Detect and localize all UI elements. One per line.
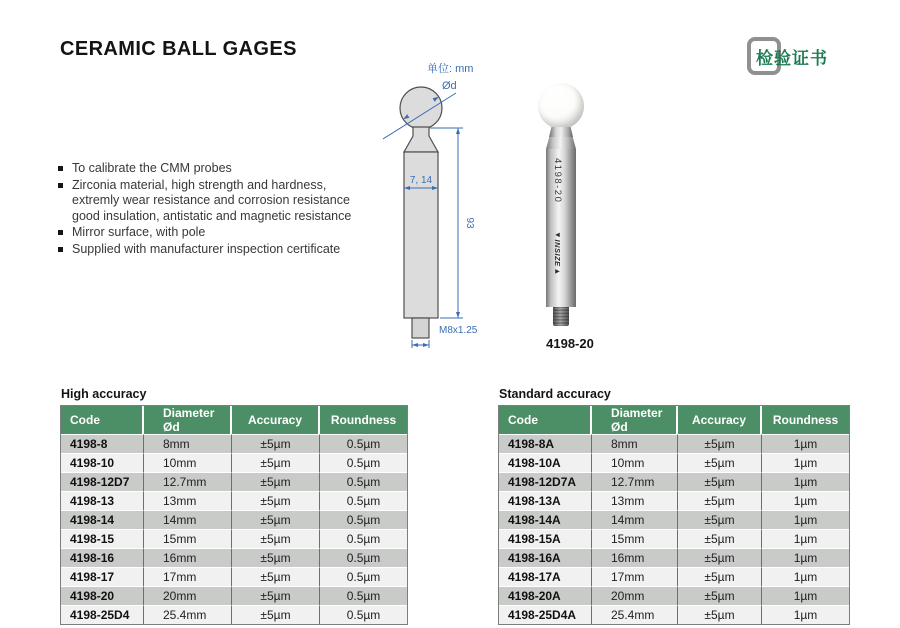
- certificate-badge-label: 检验证书: [756, 49, 828, 68]
- table-cell: 1µm: [762, 472, 849, 491]
- table-row: [499, 491, 849, 510]
- arrowhead-icon: [412, 343, 418, 347]
- table-cell: 4198-20A: [499, 586, 592, 605]
- feature-item: Mirror surface, with pole: [58, 225, 356, 241]
- table-cell: 0.5µm: [320, 567, 407, 586]
- column-header: Roundness: [320, 406, 407, 434]
- standard-accuracy-table: [498, 405, 850, 625]
- table-title: Standard accuracy: [499, 387, 611, 401]
- table-cell: 1µm: [762, 605, 849, 624]
- table-cell: 10mm: [144, 453, 232, 472]
- table-cell: ±5µm: [678, 491, 762, 510]
- feature-item: To calibrate the CMM probes: [58, 161, 356, 177]
- table-cell: 20mm: [144, 586, 232, 605]
- table-cell: 13mm: [144, 491, 232, 510]
- column-header: Diameter Ød: [144, 406, 232, 434]
- table-cell: 4198-13: [61, 491, 144, 510]
- table-cell: ±5µm: [232, 548, 320, 567]
- table-cell: 4198-13A: [499, 491, 592, 510]
- table-title: High accuracy: [61, 387, 147, 401]
- table-cell: 25.4mm: [592, 605, 678, 624]
- table-cell: ±5µm: [678, 586, 762, 605]
- table-cell: 4198-25D4: [61, 605, 144, 624]
- feature-item: Zirconia material, high strength and hardness, extremly wear resistance and corrosion resistance good insulation, antistatic and magnetic resistance: [58, 178, 356, 225]
- table-cell: 4198-10: [61, 453, 144, 472]
- table-cell: ±5µm: [678, 548, 762, 567]
- table-cell: 8mm: [144, 434, 232, 453]
- arrowhead-icon: [423, 343, 429, 347]
- length-label: 93: [464, 217, 475, 229]
- technical-drawing: [383, 55, 513, 350]
- standard-accuracy-section: [498, 387, 850, 625]
- column-header: Code: [499, 406, 592, 434]
- table-row: [61, 472, 407, 491]
- table-cell: 4198-20: [61, 586, 144, 605]
- stem-diameter-label: 7, 14: [409, 175, 433, 186]
- table-cell: 15mm: [592, 529, 678, 548]
- column-header: Code: [61, 406, 144, 434]
- table-cell: 13mm: [592, 491, 678, 510]
- table-cell: 0.5µm: [320, 453, 407, 472]
- arrowhead-icon: [456, 128, 460, 134]
- table-cell: 12.7mm: [592, 472, 678, 491]
- table-cell: 1µm: [762, 453, 849, 472]
- column-header: Roundness: [762, 406, 849, 434]
- table-cell: 14mm: [592, 510, 678, 529]
- table-cell: ±5µm: [232, 491, 320, 510]
- table-cell: 17mm: [592, 567, 678, 586]
- table-row: [499, 510, 849, 529]
- table-cell: ±5µm: [678, 529, 762, 548]
- table-row: [61, 567, 407, 586]
- table-cell: 15mm: [144, 529, 232, 548]
- table-row: [61, 434, 407, 453]
- table-row: [61, 529, 407, 548]
- unit-label: 单位: mm: [427, 63, 474, 75]
- table-row: [499, 567, 849, 586]
- table-cell: 12.7mm: [144, 472, 232, 491]
- table-cell: 4198-12D7A: [499, 472, 592, 491]
- table-cell: ±5µm: [232, 434, 320, 453]
- table-cell: ±5µm: [232, 453, 320, 472]
- table-row: [499, 605, 849, 624]
- table-cell: ±5µm: [678, 472, 762, 491]
- photo-cone: [546, 137, 576, 149]
- table-cell: 8mm: [592, 434, 678, 453]
- table-cell: 16mm: [144, 548, 232, 567]
- column-header: Accuracy: [232, 406, 320, 434]
- drawing-thread: [412, 318, 429, 338]
- ball-diameter-label: Ød: [442, 80, 457, 92]
- table-cell: ±5µm: [232, 529, 320, 548]
- table-cell: 1µm: [762, 491, 849, 510]
- thread-label: M8x1.25: [439, 325, 478, 336]
- table-row: [499, 434, 849, 453]
- table-cell: 4198-15: [61, 529, 144, 548]
- drawing-neck: [404, 127, 438, 152]
- table-cell: ±5µm: [678, 605, 762, 624]
- table-cell: 17mm: [144, 567, 232, 586]
- table-row: [61, 605, 407, 624]
- table-cell: 0.5µm: [320, 586, 407, 605]
- table-cell: ±5µm: [232, 586, 320, 605]
- table-cell: 4198-14A: [499, 510, 592, 529]
- feature-item: Supplied with manufacturer inspection certificate: [58, 242, 356, 258]
- table-cell: 4198-17A: [499, 567, 592, 586]
- table-cell: 16mm: [592, 548, 678, 567]
- table-cell: ±5µm: [232, 472, 320, 491]
- table-cell: 0.5µm: [320, 472, 407, 491]
- table-cell: 1µm: [762, 510, 849, 529]
- table-cell: 4198-10A: [499, 453, 592, 472]
- table-cell: ±5µm: [678, 434, 762, 453]
- table-cell: 4198-14: [61, 510, 144, 529]
- table-cell: 4198-16: [61, 548, 144, 567]
- table-cell: 10mm: [592, 453, 678, 472]
- high-accuracy-table: [60, 405, 408, 625]
- table-cell: 25.4mm: [144, 605, 232, 624]
- photo-thread: [553, 307, 569, 326]
- table-cell: 14mm: [144, 510, 232, 529]
- table-cell: 0.5µm: [320, 605, 407, 624]
- table-cell: 4198-8: [61, 434, 144, 453]
- table-cell: ±5µm: [232, 510, 320, 529]
- page-title: CERAMIC BALL GAGES: [60, 38, 297, 60]
- table-cell: 1µm: [762, 434, 849, 453]
- table-cell: 0.5µm: [320, 529, 407, 548]
- table-cell: 4198-12D7: [61, 472, 144, 491]
- photo-caption: 4198-20: [546, 336, 594, 351]
- header-row: [61, 406, 407, 434]
- table-cell: 1µm: [762, 567, 849, 586]
- table-row: [499, 453, 849, 472]
- stem-engraving: 4198-20: [552, 158, 563, 204]
- table-row: [499, 472, 849, 491]
- table-cell: 1µm: [762, 529, 849, 548]
- table-row: [61, 491, 407, 510]
- column-header: Diameter Ød: [592, 406, 678, 434]
- high-accuracy-section: [60, 387, 408, 625]
- arrowhead-icon: [456, 312, 460, 318]
- table-cell: ±5µm: [678, 453, 762, 472]
- photo-collar: [549, 127, 573, 137]
- table-cell: ±5µm: [232, 567, 320, 586]
- table-row: [499, 548, 849, 567]
- table-row: [499, 586, 849, 605]
- table-row: [61, 453, 407, 472]
- ceramic-ball: [538, 83, 584, 129]
- feature-list: [58, 161, 356, 258]
- table-cell: 1µm: [762, 586, 849, 605]
- table-cell: 4198-16A: [499, 548, 592, 567]
- table-cell: 0.5µm: [320, 491, 407, 510]
- table-cell: 4198-8A: [499, 434, 592, 453]
- table-row: [61, 548, 407, 567]
- table-cell: 0.5µm: [320, 548, 407, 567]
- table-row: [61, 510, 407, 529]
- table-cell: 4198-25D4A: [499, 605, 592, 624]
- table-cell: ±5µm: [678, 510, 762, 529]
- table-cell: 0.5µm: [320, 510, 407, 529]
- header-row: [499, 406, 849, 434]
- table-cell: 4198-17: [61, 567, 144, 586]
- table-row: [499, 529, 849, 548]
- table-cell: 4198-15A: [499, 529, 592, 548]
- table-cell: 1µm: [762, 548, 849, 567]
- table-cell: ±5µm: [678, 567, 762, 586]
- table-cell: 0.5µm: [320, 434, 407, 453]
- brand-logo: ◄INSIZE►: [553, 230, 562, 277]
- table-cell: 20mm: [592, 586, 678, 605]
- table-cell: ±5µm: [232, 605, 320, 624]
- column-header: Accuracy: [678, 406, 762, 434]
- drawing-ball: [400, 87, 442, 129]
- table-row: [61, 586, 407, 605]
